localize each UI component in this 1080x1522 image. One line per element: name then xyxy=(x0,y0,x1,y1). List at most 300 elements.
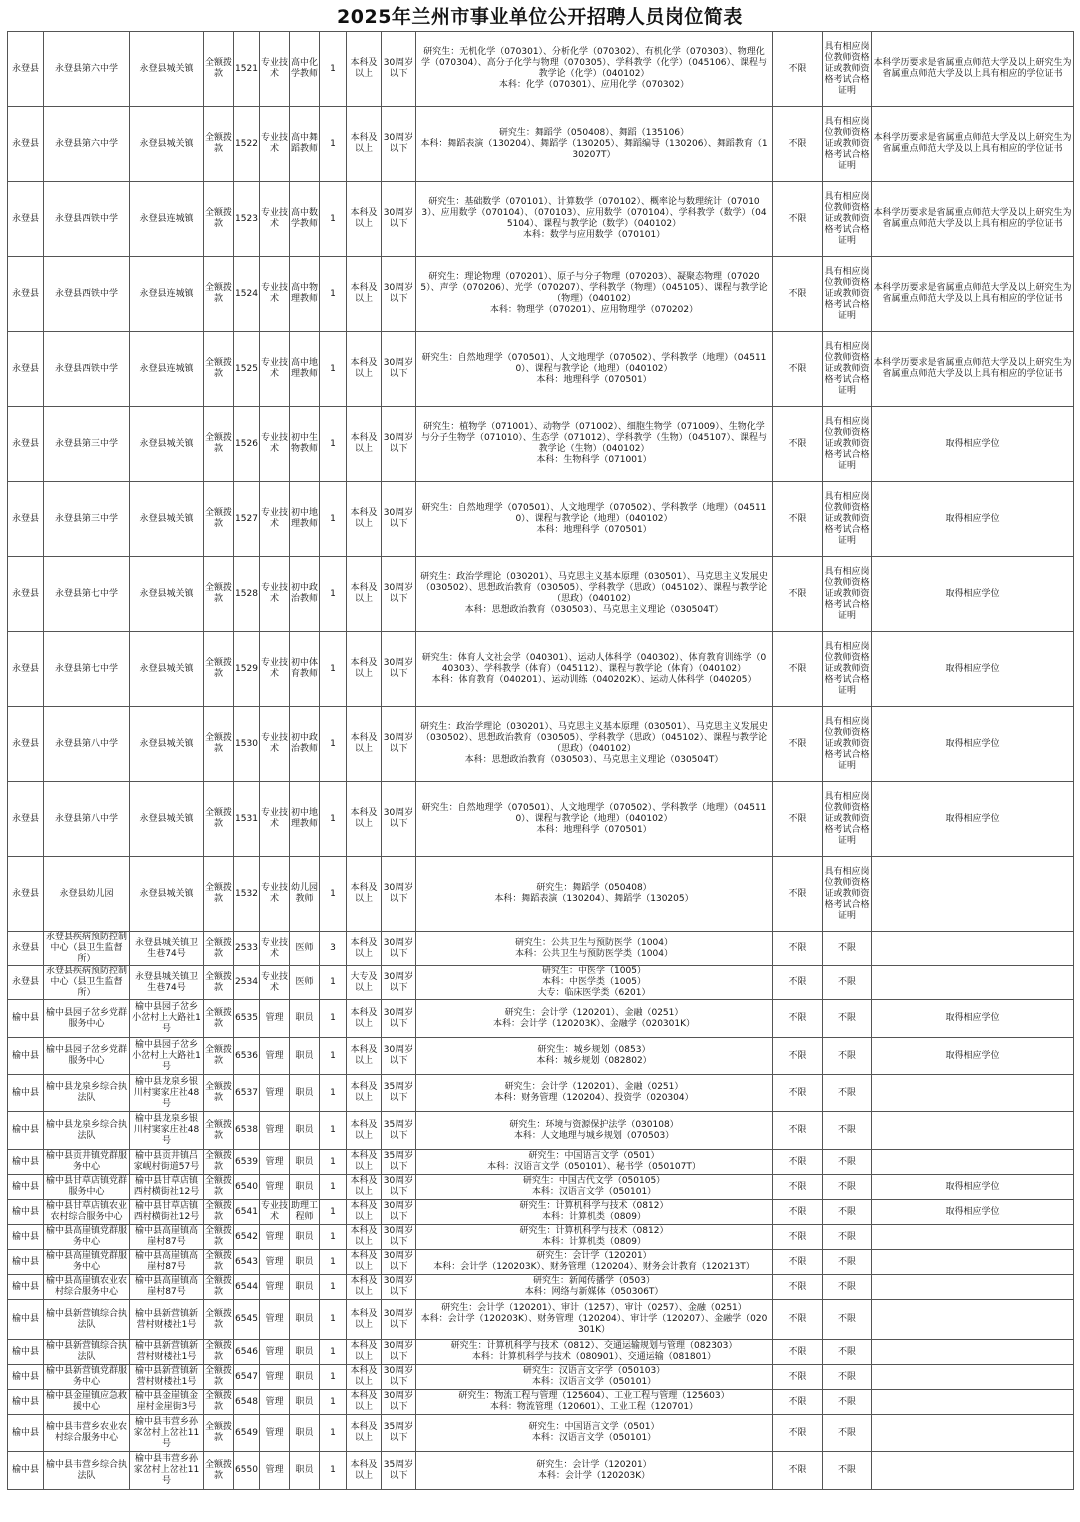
post-code-cell: 1529 xyxy=(234,632,260,707)
certificate-cell: 不限 xyxy=(823,1365,872,1390)
table-row xyxy=(8,182,1074,257)
location-cell: 永登县城关镇 xyxy=(130,707,204,782)
location-cell: 榆中县新营镇新营村财楼社1号 xyxy=(130,1300,204,1340)
certificate-cell: 具有相应岗位教师资格证或教师资格考试合格证明 xyxy=(823,407,872,482)
count-cell: 1 xyxy=(320,1365,347,1390)
politics-cell: 不限 xyxy=(773,257,823,332)
post-name-cell: 助理工程师 xyxy=(290,1200,320,1225)
post-name-cell: 职员 xyxy=(290,1300,320,1340)
county-cell: 榆中县 xyxy=(8,1000,44,1038)
major-cell: 研究生：基础数学（070101）、计算数学（070102）、概率论与数理统计（070103）、应用数学（070104）、（070103）、应用数学（070104）、学科教学（数学）（045104）、课程与教学论（数学）（040102） 本科：数学与应用数学（070101） xyxy=(416,182,773,257)
funding-cell: 全额拨款 xyxy=(204,107,234,182)
politics-cell: 不限 xyxy=(773,1390,823,1415)
county-cell: 榆中县 xyxy=(8,1200,44,1225)
major-cell: 研究生：政治学理论（030201）、马克思主义基本原理（030501）、马克思主义发展史（030502）、思想政治教育（030505）、学科教学（思政）（045102）、课程与教学论（思政）（040102） 本科：思想政治教育（030503）、马克思主义理论（030504T） xyxy=(416,707,773,782)
education-cell: 本科及以上 xyxy=(347,257,382,332)
funding-cell: 全额拨款 xyxy=(204,932,234,966)
certificate-cell: 不限 xyxy=(823,1150,872,1175)
major-cell: 研究生：公共卫生与预防医学（1004） 本科：公共卫生与预防医学类（1004） xyxy=(416,932,773,966)
funding-cell: 全额拨款 xyxy=(204,1340,234,1365)
education-cell: 本科及以上 xyxy=(347,1225,382,1250)
politics-cell: 不限 xyxy=(773,1038,823,1075)
unit-cell: 榆中县园子岔乡党群服务中心 xyxy=(44,1038,130,1075)
table-row xyxy=(8,407,1074,482)
politics-cell: 不限 xyxy=(773,1452,823,1490)
unit-cell: 永登县第三中学 xyxy=(44,407,130,482)
category-cell: 管理 xyxy=(260,1225,290,1250)
age-cell: 30周岁以下 xyxy=(382,1200,416,1225)
major-cell: 研究生：物流工程与管理（125604）、工业工程与管理（125603） 本科：物流管理（120601）、工业工程（120701） xyxy=(416,1390,773,1415)
table-row xyxy=(8,632,1074,707)
count-cell: 1 xyxy=(320,107,347,182)
funding-cell: 全额拨款 xyxy=(204,1390,234,1415)
education-cell: 本科及以上 xyxy=(347,32,382,107)
table-row xyxy=(8,1340,1074,1365)
category-cell: 专业技术 xyxy=(260,782,290,857)
category-cell: 专业技术 xyxy=(260,257,290,332)
major-cell: 研究生：环境与资源保护法学（030108） 本科：人文地理与城乡规划（070503） xyxy=(416,1112,773,1150)
location-cell: 永登县城关镇卫生巷74号 xyxy=(130,932,204,966)
age-cell: 35周岁以下 xyxy=(382,1452,416,1490)
education-cell: 本科及以上 xyxy=(347,782,382,857)
major-cell: 研究生：计算机科学与技术（0812）、交通运输规划与管理（082303） 本科：计算机科学与技术（080901）、交通运输（081801） xyxy=(416,1340,773,1365)
county-cell: 永登县 xyxy=(8,632,44,707)
county-cell: 永登县 xyxy=(8,932,44,966)
politics-cell: 不限 xyxy=(773,1075,823,1112)
table-row xyxy=(8,1365,1074,1390)
certificate-cell: 不限 xyxy=(823,1415,872,1452)
county-cell: 榆中县 xyxy=(8,1415,44,1452)
county-cell: 榆中县 xyxy=(8,1365,44,1390)
post-name-cell: 高中地理教师 xyxy=(290,332,320,407)
funding-cell: 全额拨款 xyxy=(204,1038,234,1075)
major-cell: 研究生：自然地理学（070501）、人文地理学（070502）、学科教学（地理）（045110）、课程与教学论（地理）（040102） 本科：地理科学（070501） xyxy=(416,782,773,857)
education-cell: 本科及以上 xyxy=(347,1112,382,1150)
county-cell: 永登县 xyxy=(8,707,44,782)
county-cell: 榆中县 xyxy=(8,1150,44,1175)
location-cell: 榆中县甘草店镇西村横街社12号 xyxy=(130,1175,204,1200)
major-cell: 研究生：自然地理学（070501）、人文地理学（070502）、学科教学（地理）（045110）、课程与教学论（地理）（040102） 本科：地理科学（070501） xyxy=(416,332,773,407)
certificate-cell: 不限 xyxy=(823,1075,872,1112)
table-row xyxy=(8,857,1074,932)
other-requirements-cell xyxy=(872,1390,1074,1415)
category-cell: 管理 xyxy=(260,1415,290,1452)
table-row xyxy=(8,1390,1074,1415)
location-cell: 榆中县龙泉乡银川村窦家庄社48号 xyxy=(130,1075,204,1112)
politics-cell: 不限 xyxy=(773,1340,823,1365)
unit-cell: 永登县第七中学 xyxy=(44,557,130,632)
count-cell: 1 xyxy=(320,1300,347,1340)
post-code-cell: 1524 xyxy=(234,257,260,332)
county-cell: 榆中县 xyxy=(8,1250,44,1275)
major-cell: 研究生：中国古代文学（050105） 本科：汉语言文学（050101） xyxy=(416,1175,773,1200)
funding-cell: 全额拨款 xyxy=(204,1452,234,1490)
certificate-cell: 具有相应岗位教师资格证或教师资格考试合格证明 xyxy=(823,782,872,857)
location-cell: 永登县城关镇 xyxy=(130,782,204,857)
county-cell: 永登县 xyxy=(8,257,44,332)
category-cell: 管理 xyxy=(260,1000,290,1038)
education-cell: 本科及以上 xyxy=(347,1415,382,1452)
funding-cell: 全额拨款 xyxy=(204,182,234,257)
post-code-cell: 1531 xyxy=(234,782,260,857)
funding-cell: 全额拨款 xyxy=(204,407,234,482)
certificate-cell: 具有相应岗位教师资格证或教师资格考试合格证明 xyxy=(823,257,872,332)
other-requirements-cell xyxy=(872,1340,1074,1365)
post-name-cell: 职员 xyxy=(290,1075,320,1112)
post-code-cell: 6540 xyxy=(234,1175,260,1200)
education-cell: 本科及以上 xyxy=(347,1452,382,1490)
certificate-cell: 不限 xyxy=(823,932,872,966)
post-code-cell: 6543 xyxy=(234,1250,260,1275)
location-cell: 榆中县韦营乡孙家岔村上岔社11号 xyxy=(130,1452,204,1490)
category-cell: 管理 xyxy=(260,1150,290,1175)
politics-cell: 不限 xyxy=(773,107,823,182)
age-cell: 30周岁以下 xyxy=(382,407,416,482)
post-code-cell: 6547 xyxy=(234,1365,260,1390)
major-cell: 研究生：会计学（120201）、审计（1257）、审计（0257）、金融（0251） 本科：会计学（120203K）、财务管理（120204）、审计学（120207）、金融学（020301K） xyxy=(416,1300,773,1340)
count-cell: 1 xyxy=(320,1225,347,1250)
category-cell: 专业技术 xyxy=(260,857,290,932)
count-cell: 1 xyxy=(320,1075,347,1112)
post-code-cell: 2533 xyxy=(234,932,260,966)
county-cell: 永登县 xyxy=(8,857,44,932)
education-cell: 本科及以上 xyxy=(347,1075,382,1112)
certificate-cell: 不限 xyxy=(823,1225,872,1250)
funding-cell: 全额拨款 xyxy=(204,1112,234,1150)
education-cell: 本科及以上 xyxy=(347,182,382,257)
post-code-cell: 1522 xyxy=(234,107,260,182)
education-cell: 本科及以上 xyxy=(347,1038,382,1075)
politics-cell: 不限 xyxy=(773,1150,823,1175)
other-requirements-cell xyxy=(872,1365,1074,1390)
politics-cell: 不限 xyxy=(773,1300,823,1340)
post-code-cell: 6550 xyxy=(234,1452,260,1490)
certificate-cell: 具有相应岗位教师资格证或教师资格考试合格证明 xyxy=(823,482,872,557)
education-cell: 本科及以上 xyxy=(347,857,382,932)
unit-cell: 榆中县甘草店镇党群服务中心 xyxy=(44,1175,130,1200)
funding-cell: 全额拨款 xyxy=(204,782,234,857)
location-cell: 永登县城关镇 xyxy=(130,407,204,482)
county-cell: 榆中县 xyxy=(8,1225,44,1250)
other-requirements-cell: 取得相应学位 xyxy=(872,632,1074,707)
unit-cell: 榆中县甘草店镇农业农村综合服务中心 xyxy=(44,1200,130,1225)
count-cell: 1 xyxy=(320,1390,347,1415)
age-cell: 30周岁以下 xyxy=(382,966,416,1000)
major-cell: 研究生：自然地理学（070501）、人文地理学（070502）、学科教学（地理）（045110）、课程与教学论（地理）（040102） 本科：地理科学（070501） xyxy=(416,482,773,557)
politics-cell: 不限 xyxy=(773,557,823,632)
table-row xyxy=(8,557,1074,632)
location-cell: 永登县城关镇 xyxy=(130,32,204,107)
education-cell: 本科及以上 xyxy=(347,707,382,782)
count-cell: 1 xyxy=(320,257,347,332)
age-cell: 30周岁以下 xyxy=(382,782,416,857)
age-cell: 30周岁以下 xyxy=(382,182,416,257)
other-requirements-cell: 取得相应学位 xyxy=(872,557,1074,632)
education-cell: 本科及以上 xyxy=(347,1275,382,1300)
count-cell: 1 xyxy=(320,182,347,257)
category-cell: 管理 xyxy=(260,1038,290,1075)
post-code-cell: 1526 xyxy=(234,407,260,482)
post-code-cell: 6535 xyxy=(234,1000,260,1038)
certificate-cell: 具有相应岗位教师资格证或教师资格考试合格证明 xyxy=(823,632,872,707)
certificate-cell: 不限 xyxy=(823,1275,872,1300)
politics-cell: 不限 xyxy=(773,1365,823,1390)
count-cell: 1 xyxy=(320,707,347,782)
post-code-cell: 6538 xyxy=(234,1112,260,1150)
post-code-cell: 6536 xyxy=(234,1038,260,1075)
table-body xyxy=(8,32,1074,1490)
certificate-cell: 不限 xyxy=(823,1452,872,1490)
post-name-cell: 初中政治教师 xyxy=(290,557,320,632)
other-requirements-cell: 本科学历要求是省属重点师范大学及以上研究生为省属重点师范大学及以上具有相应的学位证书 xyxy=(872,257,1074,332)
age-cell: 30周岁以下 xyxy=(382,1175,416,1200)
funding-cell: 全额拨款 xyxy=(204,1415,234,1452)
unit-cell: 永登县西铁中学 xyxy=(44,182,130,257)
table-row xyxy=(8,107,1074,182)
post-name-cell: 职员 xyxy=(290,1390,320,1415)
post-name-cell: 初中地理教师 xyxy=(290,782,320,857)
count-cell: 1 xyxy=(320,407,347,482)
county-cell: 榆中县 xyxy=(8,1390,44,1415)
post-name-cell: 初中地理教师 xyxy=(290,482,320,557)
education-cell: 本科及以上 xyxy=(347,407,382,482)
post-name-cell: 职员 xyxy=(290,1150,320,1175)
table-row xyxy=(8,1200,1074,1225)
post-name-cell: 医师 xyxy=(290,932,320,966)
other-requirements-cell: 本科学历要求是省属重点师范大学及以上研究生为省属重点师范大学及以上具有相应的学位证书 xyxy=(872,332,1074,407)
education-cell: 本科及以上 xyxy=(347,632,382,707)
age-cell: 30周岁以下 xyxy=(382,257,416,332)
certificate-cell: 具有相应岗位教师资格证或教师资格考试合格证明 xyxy=(823,182,872,257)
certificate-cell: 不限 xyxy=(823,1250,872,1275)
age-cell: 30周岁以下 xyxy=(382,557,416,632)
funding-cell: 全额拨款 xyxy=(204,966,234,1000)
location-cell: 榆中县园子岔乡小岔村上大路社1号 xyxy=(130,1000,204,1038)
table-row xyxy=(8,966,1074,1000)
unit-cell: 永登县第三中学 xyxy=(44,482,130,557)
education-cell: 本科及以上 xyxy=(347,932,382,966)
certificate-cell: 不限 xyxy=(823,1340,872,1365)
count-cell: 1 xyxy=(320,1200,347,1225)
post-code-cell: 1523 xyxy=(234,182,260,257)
politics-cell: 不限 xyxy=(773,1415,823,1452)
other-requirements-cell: 取得相应学位 xyxy=(872,407,1074,482)
unit-cell: 榆中县高崖镇农业农村综合服务中心 xyxy=(44,1275,130,1300)
post-code-cell: 6545 xyxy=(234,1300,260,1340)
major-cell: 研究生：理论物理（070201）、原子与分子物理（070203）、凝聚态物理（070205）、声学（070206）、光学（070207）、学科教学（物理）（045105）、课程与教学论（物理）（040102） 本科：物理学（070201）、应用物理学（070202） xyxy=(416,257,773,332)
funding-cell: 全额拨款 xyxy=(204,332,234,407)
major-cell: 研究生：政治学理论（030201）、马克思主义基本原理（030501）、马克思主义发展史（030502）、思想政治教育（030505）、学科教学（思政）（045102）、课程与教学论（思政）（040102） 本科：思想政治教育（030503）、马克思主义理论（030504T） xyxy=(416,557,773,632)
other-requirements-cell: 本科学历要求是省属重点师范大学及以上研究生为省属重点师范大学及以上具有相应的学位证书 xyxy=(872,107,1074,182)
unit-cell: 榆中县韦营乡综合执法队 xyxy=(44,1452,130,1490)
location-cell: 榆中县韦营乡孙家岔村上岔社11号 xyxy=(130,1415,204,1452)
major-cell: 研究生：城乡规划（0853） 本科：城乡规划（082802） xyxy=(416,1038,773,1075)
age-cell: 30周岁以下 xyxy=(382,1300,416,1340)
location-cell: 榆中县甘草店镇西村横街社12号 xyxy=(130,1200,204,1225)
other-requirements-cell: 取得相应学位 xyxy=(872,1175,1074,1200)
category-cell: 专业技术 xyxy=(260,632,290,707)
post-code-cell: 1527 xyxy=(234,482,260,557)
certificate-cell: 不限 xyxy=(823,966,872,1000)
location-cell: 榆中县新营镇新营村财楼社1号 xyxy=(130,1340,204,1365)
unit-cell: 永登县西铁中学 xyxy=(44,257,130,332)
age-cell: 35周岁以下 xyxy=(382,1415,416,1452)
count-cell: 1 xyxy=(320,1340,347,1365)
education-cell: 本科及以上 xyxy=(347,482,382,557)
post-name-cell: 职员 xyxy=(290,1275,320,1300)
age-cell: 30周岁以下 xyxy=(382,707,416,782)
table-row xyxy=(8,1225,1074,1250)
category-cell: 专业技术 xyxy=(260,107,290,182)
politics-cell: 不限 xyxy=(773,407,823,482)
funding-cell: 全额拨款 xyxy=(204,1175,234,1200)
politics-cell: 不限 xyxy=(773,182,823,257)
certificate-cell: 具有相应岗位教师资格证或教师资格考试合格证明 xyxy=(823,557,872,632)
post-name-cell: 职员 xyxy=(290,1175,320,1200)
age-cell: 30周岁以下 xyxy=(382,482,416,557)
post-name-cell: 职员 xyxy=(290,1112,320,1150)
category-cell: 专业技术 xyxy=(260,966,290,1000)
post-code-cell: 6541 xyxy=(234,1200,260,1225)
education-cell: 本科及以上 xyxy=(347,1390,382,1415)
politics-cell: 不限 xyxy=(773,1200,823,1225)
unit-cell: 榆中县新营镇综合执法队 xyxy=(44,1340,130,1365)
location-cell: 永登县城关镇卫生巷74号 xyxy=(130,966,204,1000)
age-cell: 30周岁以下 xyxy=(382,1000,416,1038)
location-cell: 榆中县龙泉乡银川村窦家庄社48号 xyxy=(130,1112,204,1150)
county-cell: 永登县 xyxy=(8,482,44,557)
major-cell: 研究生：会计学（120201） 本科：会计学（120203K） xyxy=(416,1452,773,1490)
post-name-cell: 高中化学教师 xyxy=(290,32,320,107)
politics-cell: 不限 xyxy=(773,707,823,782)
count-cell: 3 xyxy=(320,932,347,966)
politics-cell: 不限 xyxy=(773,966,823,1000)
unit-cell: 永登县第八中学 xyxy=(44,707,130,782)
table-row xyxy=(8,932,1074,966)
category-cell: 管理 xyxy=(260,1340,290,1365)
post-name-cell: 高中舞蹈教师 xyxy=(290,107,320,182)
unit-cell: 榆中县新营镇党群服务中心 xyxy=(44,1365,130,1390)
funding-cell: 全额拨款 xyxy=(204,1300,234,1340)
unit-cell: 榆中县龙泉乡综合执法队 xyxy=(44,1112,130,1150)
certificate-cell: 不限 xyxy=(823,1038,872,1075)
location-cell: 永登县连城镇 xyxy=(130,257,204,332)
job-table xyxy=(7,31,1074,1490)
count-cell: 1 xyxy=(320,632,347,707)
major-cell: 研究生：会计学（120201）、金融（0251） 本科：会计学（120203K）、金融学（020301K） xyxy=(416,1000,773,1038)
post-name-cell: 职员 xyxy=(290,1365,320,1390)
category-cell: 管理 xyxy=(260,1390,290,1415)
table-row xyxy=(8,1415,1074,1452)
category-cell: 管理 xyxy=(260,1365,290,1390)
unit-cell: 榆中县高崖镇党群服务中心 xyxy=(44,1250,130,1275)
post-code-cell: 6549 xyxy=(234,1415,260,1452)
other-requirements-cell: 取得相应学位 xyxy=(872,1038,1074,1075)
unit-cell: 榆中县高崖镇党群服务中心 xyxy=(44,1225,130,1250)
count-cell: 1 xyxy=(320,32,347,107)
education-cell: 本科及以上 xyxy=(347,557,382,632)
table-row xyxy=(8,332,1074,407)
age-cell: 30周岁以下 xyxy=(382,932,416,966)
location-cell: 永登县城关镇 xyxy=(130,857,204,932)
table-row xyxy=(8,1300,1074,1340)
certificate-cell: 不限 xyxy=(823,1200,872,1225)
certificate-cell: 不限 xyxy=(823,1175,872,1200)
county-cell: 永登县 xyxy=(8,966,44,1000)
post-code-cell: 1521 xyxy=(234,32,260,107)
county-cell: 榆中县 xyxy=(8,1300,44,1340)
certificate-cell: 具有相应岗位教师资格证或教师资格考试合格证明 xyxy=(823,32,872,107)
other-requirements-cell xyxy=(872,1112,1074,1150)
politics-cell: 不限 xyxy=(773,1275,823,1300)
age-cell: 30周岁以下 xyxy=(382,632,416,707)
location-cell: 永登县连城镇 xyxy=(130,182,204,257)
table-row xyxy=(8,482,1074,557)
politics-cell: 不限 xyxy=(773,482,823,557)
age-cell: 30周岁以下 xyxy=(382,1250,416,1275)
location-cell: 永登县城关镇 xyxy=(130,557,204,632)
other-requirements-cell xyxy=(872,1075,1074,1112)
table-row xyxy=(8,1150,1074,1175)
count-cell: 1 xyxy=(320,782,347,857)
politics-cell: 不限 xyxy=(773,1225,823,1250)
other-requirements-cell xyxy=(872,1300,1074,1340)
county-cell: 榆中县 xyxy=(8,1175,44,1200)
category-cell: 管理 xyxy=(260,1075,290,1112)
other-requirements-cell: 取得相应学位 xyxy=(872,1200,1074,1225)
county-cell: 榆中县 xyxy=(8,1075,44,1112)
major-cell: 研究生：舞蹈学（050408）、舞蹈（135106） 本科：舞蹈表演（130204）、舞蹈学（130205）、舞蹈编导（130206）、舞蹈教育（130207T） xyxy=(416,107,773,182)
category-cell: 管理 xyxy=(260,1452,290,1490)
politics-cell: 不限 xyxy=(773,32,823,107)
county-cell: 榆中县 xyxy=(8,1340,44,1365)
age-cell: 30周岁以下 xyxy=(382,857,416,932)
count-cell: 1 xyxy=(320,1150,347,1175)
post-name-cell: 初中体育教师 xyxy=(290,632,320,707)
post-name-cell: 职员 xyxy=(290,1038,320,1075)
county-cell: 永登县 xyxy=(8,107,44,182)
category-cell: 管理 xyxy=(260,1175,290,1200)
major-cell: 研究生：植物学（071001）、动物学（071002）、细胞生物学（071009）、生物化学与分子生物学（071010）、生态学（071012）、学科教学（生物）（045107）、课程与教学论（生物）（040102） 本科：生物科学（071001） xyxy=(416,407,773,482)
major-cell: 研究生：体育人文社会学（040301）、运动人体科学（040302）、体育教育训练学（040303）、学科教学（体育）（045112）、课程与教学论（体育）（040102） 本科：体育教育（040201）、运动训练（040202K）、运动人体科学（040205） xyxy=(416,632,773,707)
major-cell: 研究生：新闻传播学（0503） 本科：网络与新媒体（050306T） xyxy=(416,1275,773,1300)
category-cell: 专业技术 xyxy=(260,557,290,632)
unit-cell: 永登县疾病预防控制中心（县卫生监督所） xyxy=(44,966,130,1000)
other-requirements-cell xyxy=(872,966,1074,1000)
category-cell: 专业技术 xyxy=(260,407,290,482)
unit-cell: 榆中县龙泉乡综合执法队 xyxy=(44,1075,130,1112)
location-cell: 榆中县高崖镇高崖村87号 xyxy=(130,1225,204,1250)
category-cell: 专业技术 xyxy=(260,1200,290,1225)
funding-cell: 全额拨款 xyxy=(204,1200,234,1225)
count-cell: 1 xyxy=(320,1275,347,1300)
major-cell: 研究生：中国语言文学（0501） 本科：汉语言文学（050101）、秘书学（050107T） xyxy=(416,1150,773,1175)
post-code-cell: 6542 xyxy=(234,1225,260,1250)
location-cell: 榆中县贡井镇吕家岘村街道57号 xyxy=(130,1150,204,1175)
age-cell: 30周岁以下 xyxy=(382,1340,416,1365)
count-cell: 1 xyxy=(320,1175,347,1200)
major-cell: 研究生：会计学（120201） 本科：会计学（120203K）、财务管理（120204）、财务会计教育（120213T） xyxy=(416,1250,773,1275)
age-cell: 30周岁以下 xyxy=(382,332,416,407)
post-code-cell: 1528 xyxy=(234,557,260,632)
table-row xyxy=(8,1452,1074,1490)
education-cell: 大专及以上 xyxy=(347,966,382,1000)
count-cell: 1 xyxy=(320,1415,347,1452)
unit-cell: 永登县西铁中学 xyxy=(44,332,130,407)
major-cell: 研究生：无机化学（070301）、分析化学（070302）、有机化学（070303）、物理化学（070304）、高分子化学与物理（070305）、学科教学（化学）（045106）、课程与教学论（化学）（040102） 本科：化学（070301）、应用化学（070302） xyxy=(416,32,773,107)
location-cell: 榆中县新营镇新营村财楼社1号 xyxy=(130,1365,204,1390)
certificate-cell: 具有相应岗位教师资格证或教师资格考试合格证明 xyxy=(823,857,872,932)
